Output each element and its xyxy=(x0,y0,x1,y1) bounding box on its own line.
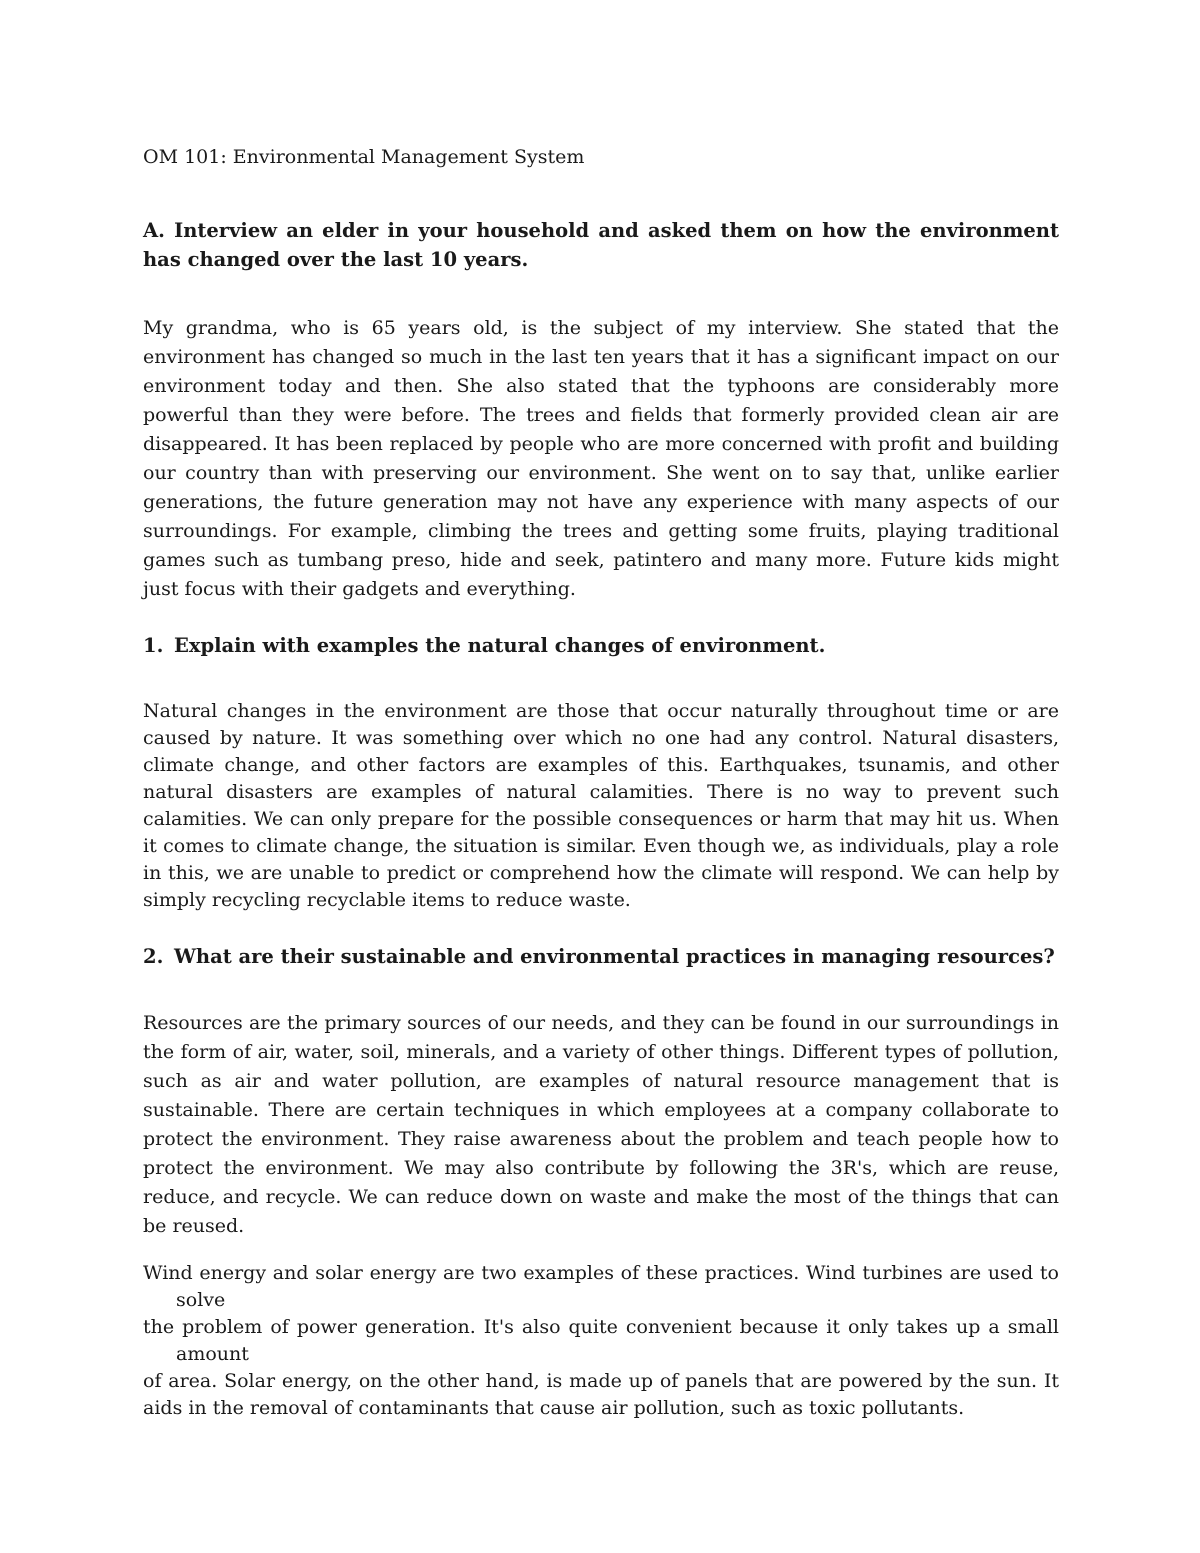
question-1-number: 1. xyxy=(143,634,164,657)
question-2-number: 2. xyxy=(143,945,164,968)
question-2-text: What are their sustainable and environmental practices in managing resources? xyxy=(174,945,1055,968)
document-title: OM 101: Environmental Management System xyxy=(143,146,585,168)
question-2-heading xyxy=(143,940,1059,974)
section-a-heading: A. Interview an elder in your household and asked them on how the environment has changed over the last 10 years. xyxy=(143,219,1059,271)
question-1-answer: Natural changes in the environment are those that occur naturally throughout time or are caused by nature. It was something over which no one had any control. Natural disasters, climate change, and other factors are examples of this. Earthquakes, tsunamis, and other natural disasters are examples of natural calamities. There is no way to prevent such calamities. We can only prepare for the possible consequences or harm that may hit us. When it comes to climate change, the situation is similar. Even though we, as individuals, play a role in this, we are unable to predict or comprehend how the climate will respond. We can help by simply recycling recyclable items to reduce waste. xyxy=(143,700,1059,911)
answer-line: of area. Solar energy, on the other hand, is made up of panels that are powered by the sun. It aids in the removal of contaminants that cause air pollution, such as toxic pollutants. xyxy=(143,1370,1059,1419)
section-a-answer: My grandma, who is 65 years old, is the subject of my interview. She stated that the environment has changed so much in the last ten years that it has a significant impact on our environment today and then. She also stated that the typhoons are considerably more powerful than they were before. The trees and fields that formerly provided clean air are disappeared. It has been replaced by people who are more concerned with profit and building our country than with preserving our environment. She went on to say that, unlike earlier generations, the future generation may not have any experience with many aspects of our surroundings. For example, climbing the trees and getting some fruits, playing traditional games such as tumbang preso, hide and seek, patintero and many more. Future kids might just focus with their gadgets and everything. xyxy=(143,317,1059,600)
question-1-text: Explain with examples the natural changes of environment. xyxy=(174,634,826,657)
answer-line: the problem of power generation. It's also quite convenient because it only takes up a small amount xyxy=(143,1316,1059,1365)
answer-line: Wind energy and solar energy are two examples of these practices. Wind turbines are used to solve xyxy=(143,1262,1059,1311)
document-page xyxy=(143,140,1059,1422)
question-2-answer-continued xyxy=(143,1260,1059,1422)
question-2-answer: Resources are the primary sources of our needs, and they can be found in our surroundings in the form of air, water, soil, minerals, and a variety of other things. Different types of pollution, such as air and water pollution, are examples of natural resource management that is sustainable. There are certain techniques in which employees at a company collaborate to protect the environment. They raise awareness about the problem and teach people how to protect the environment. We may also contribute by following the 3R's, which are reuse, reduce, and recycle. We can reduce down on waste and make the most of the things that can be reused. xyxy=(143,1012,1059,1237)
question-1-heading xyxy=(143,629,1059,663)
